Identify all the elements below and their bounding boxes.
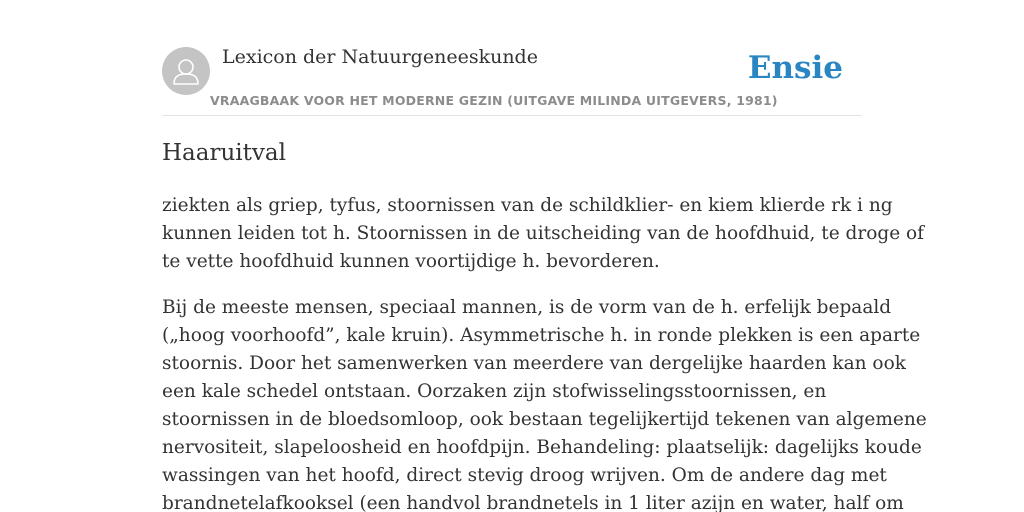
paragraph-line: („hoog voorhoofd”, kale kruin). Asymmetrische h. in ronde plekken is een aparte bbox=[162, 325, 921, 346]
paragraph-line: ziekten als griep, tyfus, stoornissen van de schildklier- en kiem klierde rk i ng bbox=[162, 195, 893, 216]
article-paragraph-2 bbox=[162, 294, 927, 512]
paragraph-line: nervositeit, slapeloosheid en hoofdpijn. Behandeling: plaatselijk: dagelijks koude bbox=[162, 437, 922, 458]
paragraph-line: kunnen leiden tot h. Stoornissen in de uitscheiding van de hoofdhuid, te droge of bbox=[162, 223, 925, 244]
article-paragraph-1 bbox=[162, 192, 925, 276]
article-title: Haaruitval bbox=[162, 140, 286, 166]
book-title-link[interactable]: Lexicon der Natuurgeneeskunde bbox=[222, 46, 538, 68]
article-body bbox=[162, 192, 927, 512]
header-divider bbox=[162, 115, 862, 116]
user-avatar-icon[interactable] bbox=[162, 47, 210, 95]
paragraph-line: wassingen van het hoofd, direct stevig droog wrijven. Om de andere dag met bbox=[162, 465, 887, 486]
ensie-logo-link[interactable]: Ensie bbox=[747, 50, 843, 86]
paragraph-line: te vette hoofdhuid kunnen voortijdige h. bevorderen. bbox=[162, 251, 660, 272]
paragraph-line: een kale schedel ontstaan. Oorzaken zijn stofwisselingsstoornissen, en bbox=[162, 381, 827, 402]
paragraph-line: Bij de meeste mensen, speciaal mannen, is de vorm van de h. erfelijk bepaald bbox=[162, 297, 892, 318]
paragraph-line: brandnetelafkooksel (een handvol brandnetels in 1 liter azijn en water, half om bbox=[162, 493, 904, 512]
paragraph-line: stoornis. Door het samenwerken van meerdere van dergelijke haarden kan ook bbox=[162, 353, 906, 374]
person-silhouette-icon bbox=[162, 47, 210, 95]
book-subtitle: VRAAGBAAK VOOR HET MODERNE GEZIN (UITGAVE MILINDA UITGEVERS, 1981) bbox=[210, 93, 778, 108]
paragraph-line: stoornissen in de bloedsomloop, ook bestaan tegelijkertijd tekenen van algemene bbox=[162, 409, 927, 430]
